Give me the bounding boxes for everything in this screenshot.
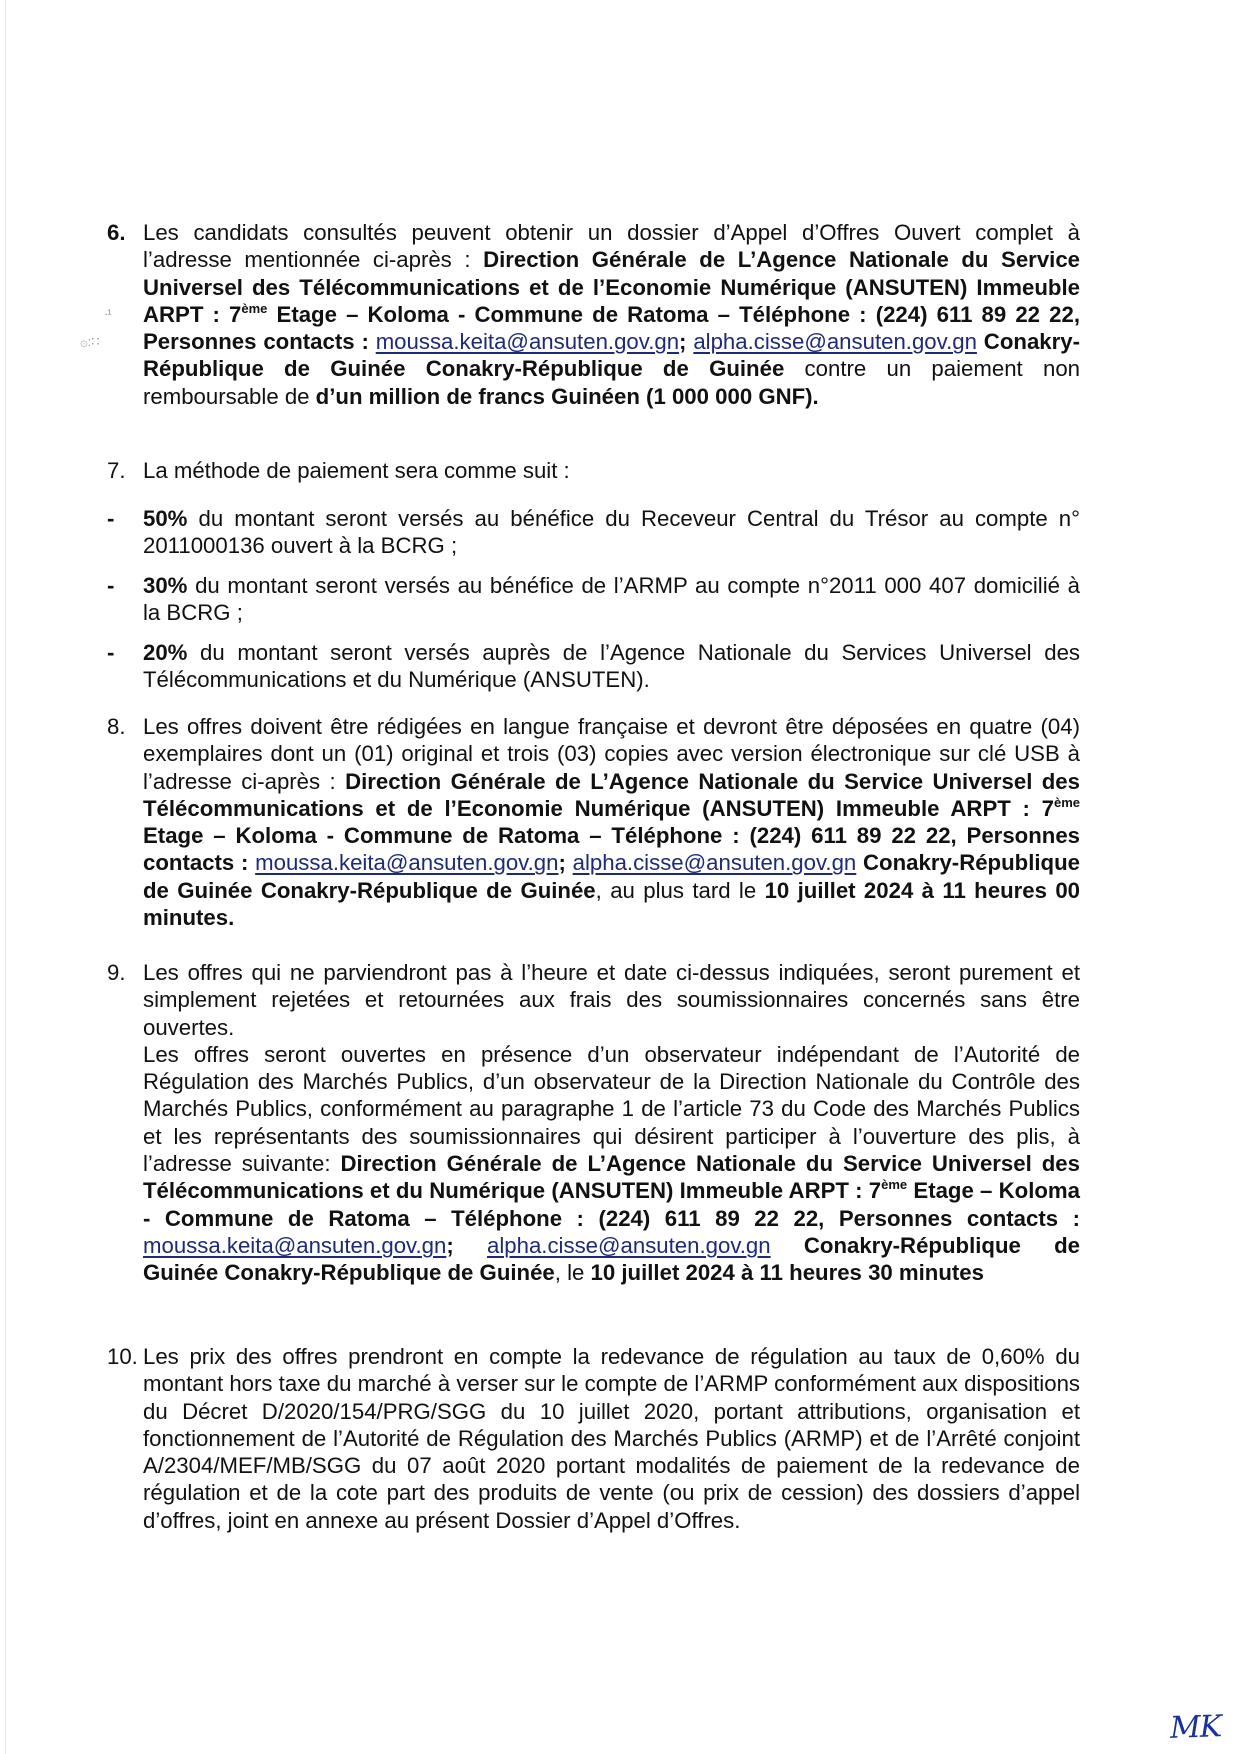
clause-text: , au plus tard le [595, 877, 765, 903]
email-link-moussa-keita[interactable]: moussa.keita@ansuten.gov.gn [255, 850, 559, 876]
opening-time-text: 10 juillet 2024 à 11 heures 30 minutes [590, 1260, 984, 1286]
superscript: ème [881, 1177, 908, 1193]
percentage: 50% [143, 506, 188, 531]
percentage: 30% [143, 573, 188, 598]
clause-number: 8. [107, 714, 126, 739]
email-link-moussa-keita[interactable]: moussa.keita@ansuten.gov.gn [375, 329, 680, 355]
email-link-alpha-cisse[interactable]: alpha.cisse@ansuten.gov.gn [572, 850, 857, 876]
clause-text: Les offres seront ouvertes en présence d’un observateur indépendant de l’Autorité de Régulation des Marchés Publics, d’un observateur de la Direction Nationale du Contrôle des Marchés Publics, conformément au paragraphe 1 de l’article 73 du Code des Marchés Publics et les représentants des soumissionnaires qui désirent participer à l’ouverture des plis, à l’adresse suivante: [143, 1041, 1080, 1177]
scan-edge-line [5, 0, 6, 1754]
address-text: Etage – Koloma - Commune de Ratoma – Téléphone : (224) 611 89 22 22, Personnes contacts : [143, 1178, 1080, 1231]
clause-text: contre un paiement non remboursable de [143, 356, 1080, 409]
bullet-text: du montant seront versés auprès de l’Agence Nationale du Services Universel des Télécommunications et du Numérique (ANSUTEN). [143, 640, 1080, 693]
clause-number: 6. [107, 220, 126, 245]
clause-text: Les candidats consultés peuvent obtenir un dossier d’Appel d’Offres Ouvert complet à l’adresse mentionnée ci-après : [143, 220, 1080, 273]
bullet-text: du montant seront versés au bénéfice du Receveur Central du Trésor au compte n° 2011000136 ouvert à la BCRG ; [143, 506, 1080, 559]
address-text: Direction Générale de L’Agence Nationale du Service Universel des Télécommunications et de l’Economie Numérique (ANSUTEN) Immeuble ARPT : 7 [143, 768, 1080, 821]
scan-artifact: ۞:∷ [80, 334, 100, 349]
clause-6 [107, 219, 1080, 410]
address-text: Direction Générale de L’Agence Nationale du Service Universel des Télécommunications et du Numérique (ANSUTEN) Immeuble ARPT : 7 [143, 1151, 1080, 1204]
dash-bullet: - [107, 506, 115, 531]
email-link-alpha-cisse[interactable]: alpha.cisse@ansuten.gov.gn [487, 1232, 771, 1258]
clause-paragraph [143, 1041, 1080, 1287]
bullet-body [143, 639, 1080, 694]
dash-bullet: - [107, 573, 115, 598]
clause-body [143, 457, 1080, 484]
bullet-body [143, 505, 1080, 560]
clause-number: 9. [107, 960, 126, 985]
payment-bullet-20 [107, 639, 1080, 694]
superscript: ème [1053, 794, 1080, 810]
city-text: Conakry-République de Guinée Conakry-République de Guinée [143, 1232, 1080, 1286]
amount-text: d’un million de francs Guinéen (1 000 000 GNF). [315, 383, 819, 409]
bullet-text: du montant seront versés au bénéfice de l’ARMP au compte n°2011 000 407 domicilié à la BCRG ; [143, 573, 1080, 626]
dash-bullet: - [107, 640, 115, 665]
deadline-text: 10 juillet 2024 à 11 heures 00 minutes [143, 877, 1080, 931]
clause-body [143, 219, 1080, 410]
separator: ; [558, 850, 573, 876]
scan-artifact: ·¹ [104, 306, 111, 321]
address-text: Direction Générale de L’Agence Nationale du Service Universel des Télécommunications et de l’Economie Numérique (ANSUTEN) Immeuble ARPT : 7 [143, 247, 1081, 327]
address-text: Etage – Koloma - Commune de Ratoma – Téléphone : (224) 611 89 22 22, Personnes contacts : [143, 301, 1080, 355]
clause-text: Les prix des offres prendront en compte la redevance de régulation au taux de 0,60% du montant hors taxe du marché à verser sur le compte de l’ARMP conformément aux dispositions du Décret D/2020/154/PRG/SGG du 10 juillet 2020, portant attributions, organisation et fonctionnement de l’Autorité de Régulation des Marchés Publics (ARMP) et de l’Arrêté conjoint A/2304/MEF/MB/SGG du 07 août 2020 portant modalités de paiement de la redevance de régulation et de la cote part des produits de vente (ou prix de cession) des dossiers d’appel d’offres, joint en annexe au présent Dossier d’Appel d’Offres. [143, 1344, 1080, 1533]
clause-text: , le [554, 1260, 591, 1286]
clause-7 [107, 457, 1080, 484]
payment-bullet-50 [107, 505, 1080, 560]
clause-paragraph: Les offres qui ne parviendront pas à l’heure et date ci-dessus indiquées, seront purement et simplement rejetées et retournées aux frais des soumissionnaires concernés sans être ouvertes. [143, 960, 1080, 1040]
separator: ; [446, 1232, 487, 1258]
percentage: 20% [143, 640, 188, 665]
separator: ; [679, 329, 694, 355]
clause-10 [107, 1343, 1080, 1534]
superscript: ème [241, 300, 268, 316]
handwritten-initials: MK [1169, 1709, 1222, 1746]
city-text: Conakry-République de Guinée Conakry-République de Guinée [143, 850, 1080, 903]
clause-8 [107, 713, 1080, 931]
email-link-alpha-cisse[interactable]: alpha.cisse@ansuten.gov.gn [693, 329, 977, 355]
clause-number: 10. [107, 1344, 138, 1369]
email-link-moussa-keita[interactable]: moussa.keita@ansuten.gov.gn [143, 1232, 447, 1258]
clause-9 [107, 959, 1080, 1287]
payment-bullet-30 [107, 572, 1080, 627]
clause-body [143, 1343, 1080, 1534]
city-text: Conakry-République de Guinée Conakry-République de Guinée [143, 329, 1080, 382]
clause-body [143, 959, 1080, 1287]
clause-text: . [228, 905, 235, 931]
clause-text: Les offres doivent être rédigées en langue française et devront être déposées en quatre (04) exemplaires dont un (01) original et trois (03) copies avec version électronique sur clé USB à l’adresse ci-après : [143, 714, 1080, 794]
clause-text: La méthode de paiement sera comme suit : [143, 458, 570, 483]
bullet-body [143, 572, 1080, 627]
clause-number: 7. [107, 458, 126, 483]
clause-body [143, 713, 1080, 931]
address-text: Etage – Koloma - Commune de Ratoma – Téléphone : (224) 611 89 22 22, Personnes contacts : [143, 823, 1080, 876]
